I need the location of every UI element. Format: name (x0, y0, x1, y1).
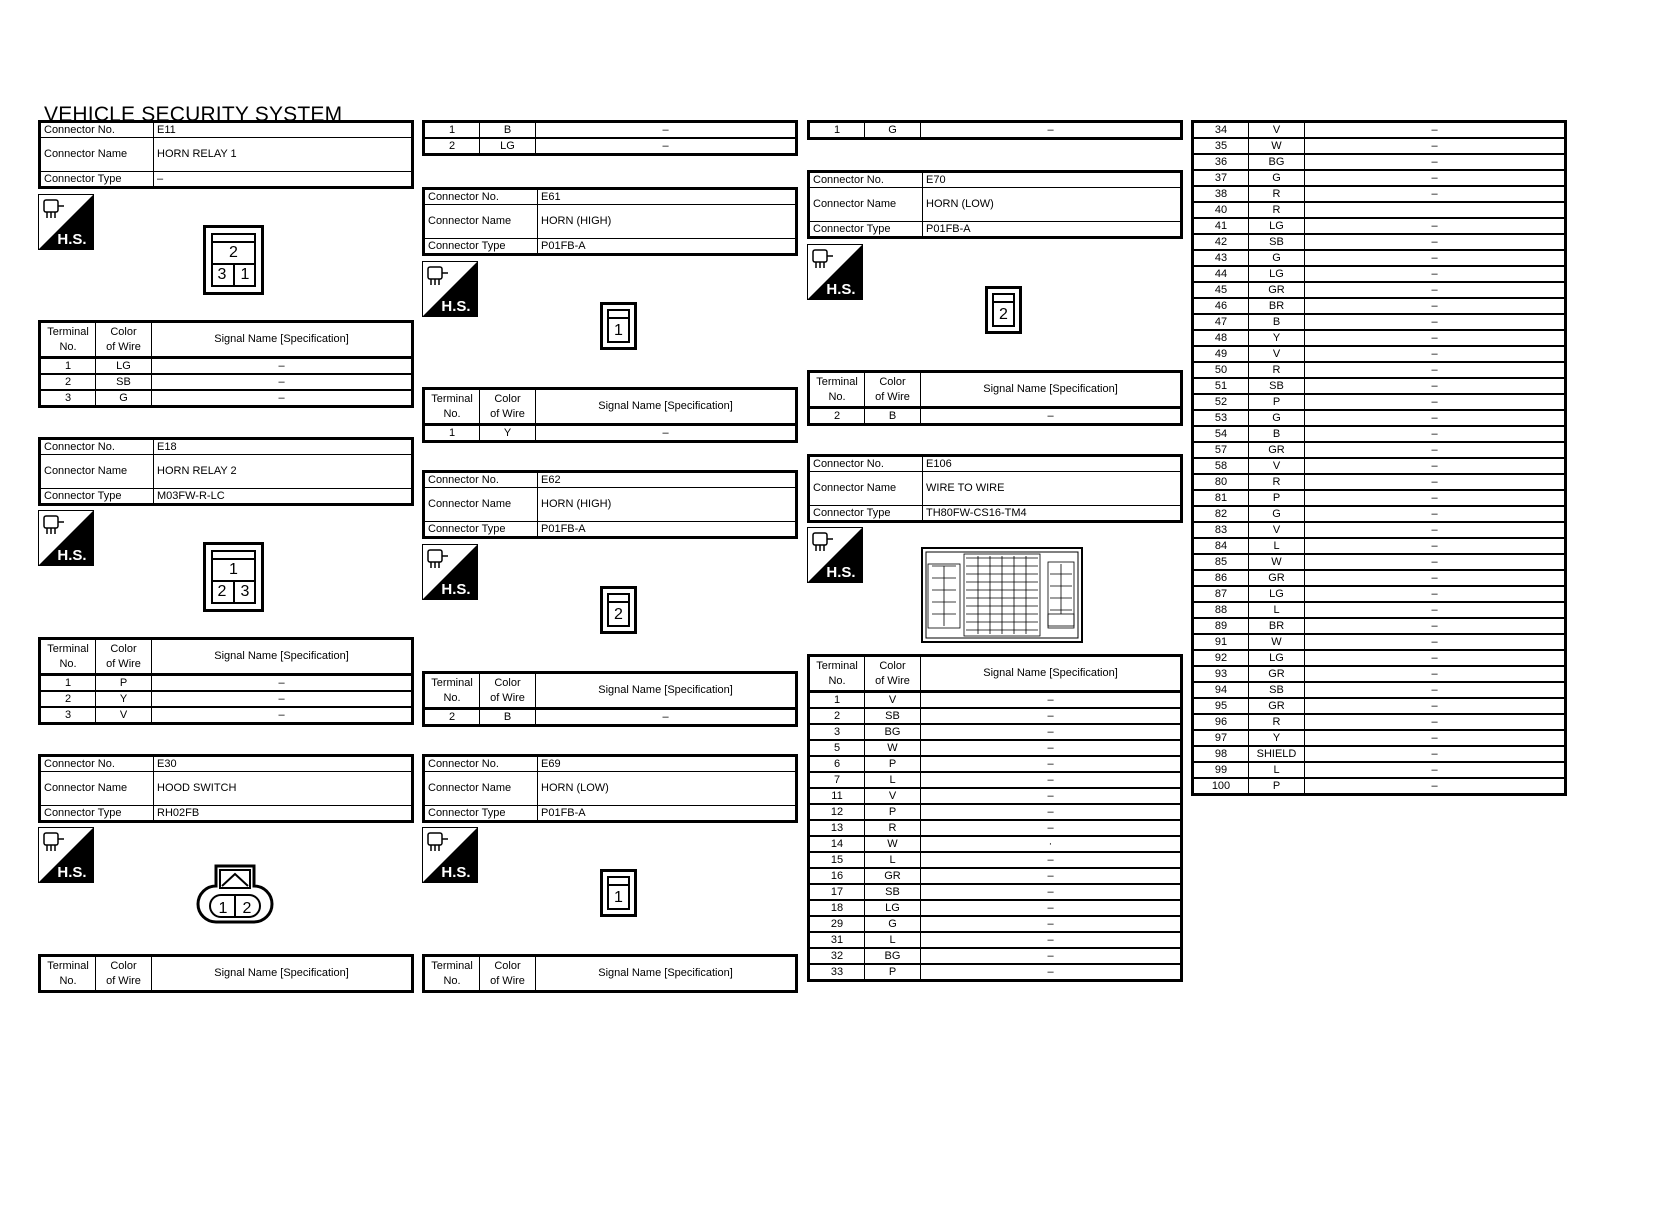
connector-name-value: HORN (HIGH) (538, 205, 797, 239)
signal-header: Signal Name [Specification] (536, 673, 797, 709)
connector-no-label: Connector No. (40, 756, 154, 772)
table-row: 96 R – (1193, 714, 1566, 730)
connector-e18-terminals (38, 637, 414, 725)
signal-header: Signal Name [Specification] (921, 372, 1182, 408)
pin: 1 (229, 561, 238, 578)
page-title: VEHICLE SECURITY SYSTEM (44, 103, 343, 126)
pin: 2 (217, 583, 227, 600)
table-row: 52 P – (1193, 394, 1566, 410)
pin: 2 (999, 306, 1008, 323)
harness-side-icon (422, 827, 478, 883)
table-row: 14 W · (809, 836, 1182, 852)
table-row: 45 GR – (1193, 282, 1566, 298)
table-row: 7 L – (809, 772, 1182, 788)
connector-e70-face (985, 286, 1022, 334)
table-row: 58 V – (1193, 458, 1566, 474)
connector-e11-face (203, 225, 264, 295)
connector-no-value: E69 (538, 756, 797, 772)
connector-e70-terminals (807, 370, 1183, 426)
connector-no-label: Connector No. (809, 172, 923, 188)
harness-side-icon (422, 261, 478, 317)
hs-label: H.S. (826, 281, 856, 298)
connector-e61-face (600, 302, 637, 350)
harness-side-icon (807, 244, 863, 300)
table-row: 95 GR – (1193, 698, 1566, 714)
harness-side-icon (807, 527, 863, 583)
connector-name-value: HORN RELAY 1 (154, 138, 413, 172)
table-row: 51 SB – (1193, 378, 1566, 394)
signal-header: Signal Name [Specification] (152, 956, 413, 992)
connector-e18-face (203, 542, 264, 612)
pin: 1 (614, 322, 623, 339)
signal-header: Signal Name [Specification] (921, 656, 1182, 692)
connector-e62-face (600, 586, 637, 634)
connector-name-label: Connector Name (809, 188, 923, 222)
hs-label: H.S. (441, 298, 471, 315)
connector-name-value: HOOD SWITCH (154, 772, 413, 806)
table-row: 80 R – (1193, 474, 1566, 490)
connector-type-label: Connector Type (424, 239, 538, 255)
table-row: 44 LG – (1193, 266, 1566, 282)
connector-type-value: P01FB-A (538, 806, 797, 822)
hs-label: H.S. (441, 864, 471, 881)
table-row: 2 Y – (40, 691, 413, 707)
connector-e69-terminals-cont (807, 120, 1183, 140)
table-row: 84 L – (1193, 538, 1566, 554)
table-row: 87 LG – (1193, 586, 1566, 602)
table-row: 94 SB – (1193, 682, 1566, 698)
hs-label: H.S. (826, 564, 856, 581)
table-row: 92 LG – (1193, 650, 1566, 666)
connector-e30-terminals (38, 954, 414, 993)
table-row: 11 V – (809, 788, 1182, 804)
terminal-no-header: Terminal No. (40, 322, 96, 358)
terminal-no-header: Terminal No. (40, 956, 96, 992)
terminal-no-header: Terminal No. (809, 372, 865, 408)
table-row: 40 R (1193, 202, 1566, 218)
table-row: 6 P – (809, 756, 1182, 772)
connector-name-label: Connector Name (424, 772, 538, 806)
connector-type-label: Connector Type (40, 172, 154, 188)
pin: 1 (240, 266, 250, 283)
terminal-no-header: Terminal No. (40, 639, 96, 675)
table-row: 2 B – (424, 709, 797, 726)
connector-e62-info (422, 470, 798, 539)
color-header: Color of Wire (96, 322, 152, 358)
connector-e106-info (807, 454, 1183, 523)
connector-e61-terminals (422, 387, 798, 443)
table-row: 1 V – (809, 692, 1182, 709)
connector-name-label: Connector Name (40, 138, 154, 172)
table-row: 93 GR – (1193, 666, 1566, 682)
connector-e11-info (38, 120, 414, 189)
table-row: 38 R – (1193, 186, 1566, 202)
table-row: 89 BR – (1193, 618, 1566, 634)
connector-no-value: E106 (923, 456, 1182, 472)
connector-no-label: Connector No. (40, 439, 154, 455)
table-row: 17 SB – (809, 884, 1182, 900)
connector-type-label: Connector Type (40, 806, 154, 822)
connector-e69-face (600, 869, 637, 917)
table-row: 88 L – (1193, 602, 1566, 618)
connector-type-label: Connector Type (809, 506, 923, 522)
table-row: 31 L – (809, 932, 1182, 948)
connector-name-label: Connector Name (809, 472, 923, 506)
table-row: 91 W – (1193, 634, 1566, 650)
harness-side-icon (38, 194, 94, 250)
terminal-no-header: Terminal No. (809, 656, 865, 692)
table-row: 97 Y – (1193, 730, 1566, 746)
table-row: 82 G – (1193, 506, 1566, 522)
pin: 3 (217, 266, 227, 283)
connector-no-value: E18 (154, 439, 413, 455)
connector-type-label: Connector Type (40, 489, 154, 505)
table-row: 41 LG – (1193, 218, 1566, 234)
connector-e106-terminals-cont (1191, 120, 1567, 796)
connector-name-label: Connector Name (424, 488, 538, 522)
connector-e30-info (38, 754, 414, 823)
connector-no-value: E30 (154, 756, 413, 772)
table-row: 1 B – (424, 122, 797, 139)
connector-no-label: Connector No. (424, 472, 538, 488)
connector-type-value: P01FB-A (923, 222, 1182, 238)
connector-type-label: Connector Type (809, 222, 923, 238)
color-header: Color of Wire (480, 673, 536, 709)
harness-side-icon (38, 510, 94, 566)
table-row: 49 V – (1193, 346, 1566, 362)
table-row: 32 BG – (809, 948, 1182, 964)
table-row: 5 W – (809, 740, 1182, 756)
connector-type-value: P01FB-A (538, 239, 797, 255)
pin: 2 (614, 606, 623, 623)
connector-no-value: E11 (154, 122, 413, 138)
table-row: 15 L – (809, 852, 1182, 868)
connector-name-label: Connector Name (424, 205, 538, 239)
table-row: 81 P – (1193, 490, 1566, 506)
table-row: 99 L – (1193, 762, 1566, 778)
table-row: 18 LG – (809, 900, 1182, 916)
signal-header: Signal Name [Specification] (536, 389, 797, 425)
terminal-no-header: Terminal No. (424, 389, 480, 425)
connector-e11-terminals (38, 320, 414, 408)
terminal-no-header: Terminal No. (424, 673, 480, 709)
pin: 2 (242, 900, 252, 917)
table-row: 43 G – (1193, 250, 1566, 266)
connector-e70-info (807, 170, 1183, 239)
table-row: 34 V – (1193, 122, 1566, 139)
connector-e18-info (38, 437, 414, 506)
table-row: 57 GR – (1193, 442, 1566, 458)
signal-header: Signal Name [Specification] (152, 639, 413, 675)
table-row: 35 W – (1193, 138, 1566, 154)
color-header: Color of Wire (865, 372, 921, 408)
table-row: 36 BG – (1193, 154, 1566, 170)
harness-side-icon (422, 544, 478, 600)
table-row: 12 P – (809, 804, 1182, 820)
table-row: 86 GR – (1193, 570, 1566, 586)
signal-header: Signal Name [Specification] (152, 322, 413, 358)
connector-no-value: E61 (538, 189, 797, 205)
table-row: 1 G – (809, 122, 1182, 139)
connector-no-label: Connector No. (424, 756, 538, 772)
table-row: 3 G – (40, 390, 413, 407)
connector-name-value: HORN (HIGH) (538, 488, 797, 522)
hs-label: H.S. (441, 581, 471, 598)
table-row: 83 V – (1193, 522, 1566, 538)
connector-e69-terminals (422, 954, 798, 993)
connector-no-label: Connector No. (809, 456, 923, 472)
table-row: 3 BG – (809, 724, 1182, 740)
connector-type-value: M03FW-R-LC (154, 489, 413, 505)
connector-name-label: Connector Name (40, 455, 154, 489)
pin: 1 (218, 900, 228, 917)
color-header: Color of Wire (480, 956, 536, 992)
connector-type-value: RH02FB (154, 806, 413, 822)
table-row: 100 P – (1193, 778, 1566, 795)
table-row: 48 Y – (1193, 330, 1566, 346)
connector-no-label: Connector No. (424, 189, 538, 205)
table-row: 1 Y – (424, 425, 797, 442)
connector-e61-info (422, 187, 798, 256)
table-row: 1 LG – (40, 358, 413, 375)
table-row: 50 R – (1193, 362, 1566, 378)
connector-e106-face (920, 544, 1084, 646)
terminal-no-header: Terminal No. (424, 956, 480, 992)
table-row: 16 GR – (809, 868, 1182, 884)
connector-no-value: E62 (538, 472, 797, 488)
connector-name-label: Connector Name (40, 772, 154, 806)
table-row: 42 SB – (1193, 234, 1566, 250)
connector-type-value: – (154, 172, 413, 188)
hs-label: H.S. (57, 547, 87, 564)
connector-name-value: WIRE TO WIRE (923, 472, 1182, 506)
table-row: 47 B – (1193, 314, 1566, 330)
connector-e62-terminals (422, 671, 798, 727)
table-row: 3 V – (40, 707, 413, 724)
pin: 3 (240, 583, 250, 600)
table-row: 2 SB – (809, 708, 1182, 724)
table-row: 54 B – (1193, 426, 1566, 442)
table-row: 53 G – (1193, 410, 1566, 426)
table-row: 13 R – (809, 820, 1182, 836)
connector-e106-terminals (807, 654, 1183, 982)
table-row: 2 B – (809, 408, 1182, 425)
pin: 2 (229, 244, 238, 261)
color-header: Color of Wire (96, 639, 152, 675)
connector-type-label: Connector Type (424, 806, 538, 822)
pin: 1 (614, 889, 623, 906)
table-row: 2 SB – (40, 374, 413, 390)
hs-label: H.S. (57, 231, 87, 248)
table-row: 33 P – (809, 964, 1182, 981)
harness-side-icon (38, 827, 94, 883)
table-row: 37 G – (1193, 170, 1566, 186)
connector-no-value: E70 (923, 172, 1182, 188)
connector-e69-info (422, 754, 798, 823)
connector-e30-face (196, 860, 274, 928)
connector-type-label: Connector Type (424, 522, 538, 538)
table-row: 85 W – (1193, 554, 1566, 570)
connector-name-value: HORN (LOW) (923, 188, 1182, 222)
signal-header: Signal Name [Specification] (536, 956, 797, 992)
table-row: 98 SHIELD – (1193, 746, 1566, 762)
connector-type-value: TH80FW-CS16-TM4 (923, 506, 1182, 522)
connector-name-value: HORN (LOW) (538, 772, 797, 806)
color-header: Color of Wire (96, 956, 152, 992)
color-header: Color of Wire (865, 656, 921, 692)
connector-name-value: HORN RELAY 2 (154, 455, 413, 489)
table-row: 1 P – (40, 675, 413, 692)
table-row: 29 G – (809, 916, 1182, 932)
connector-e30-terminals-cont (422, 120, 798, 156)
table-row: 2 LG – (424, 138, 797, 155)
connector-no-label: Connector No. (40, 122, 154, 138)
hs-label: H.S. (57, 864, 87, 881)
connector-type-value: P01FB-A (538, 522, 797, 538)
table-row: 46 BR – (1193, 298, 1566, 314)
color-header: Color of Wire (480, 389, 536, 425)
